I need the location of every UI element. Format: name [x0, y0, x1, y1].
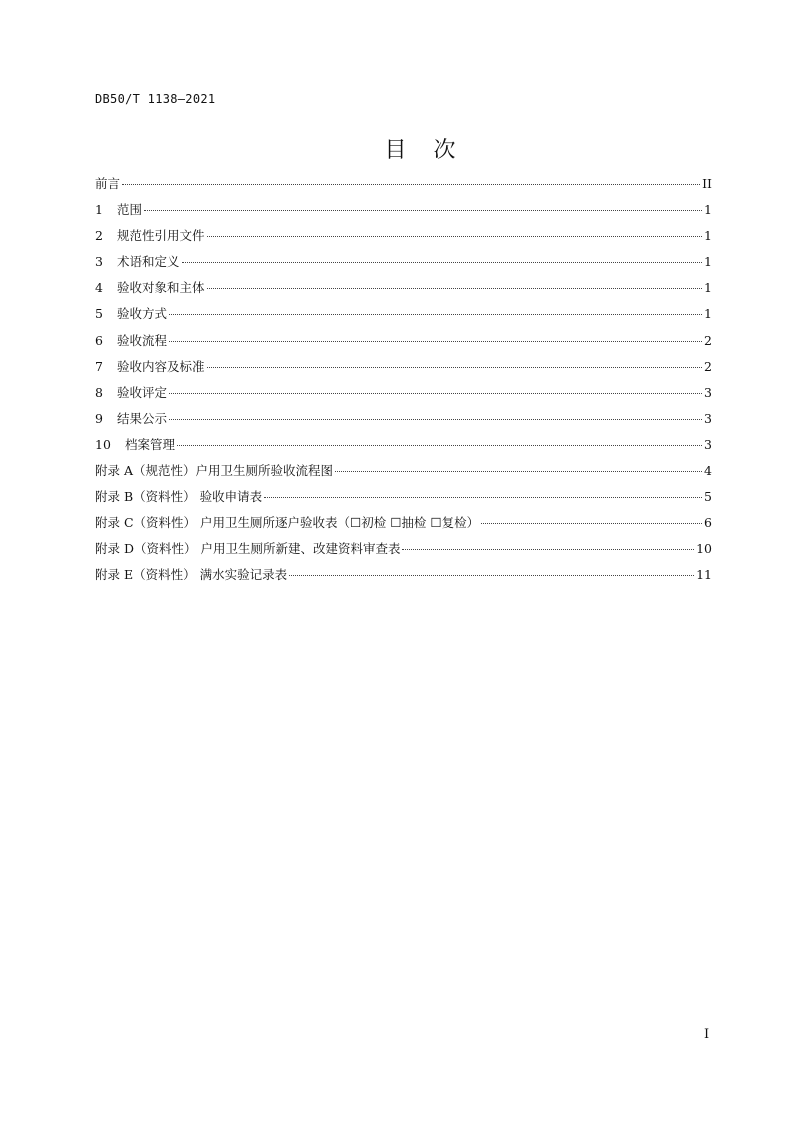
toc-entry-label: 验收流程: [117, 332, 168, 348]
dot-leader: [182, 262, 703, 263]
toc-entry-label: 附录 C（资料性） 户用卫生厕所逐户验收表（☐初检 ☐抽检 ☐复检）: [95, 515, 480, 531]
toc-entry-number: 1: [95, 202, 103, 218]
toc-entry-label: 术语和定义: [117, 254, 180, 270]
dot-leader: [289, 575, 694, 576]
page-title: 目 次: [384, 138, 466, 163]
dot-leader: [169, 419, 702, 420]
toc-entry-number: 5: [95, 306, 103, 322]
toc-entry-label: 结果公示: [117, 410, 168, 426]
toc-entry-number: 6: [95, 332, 103, 348]
dot-leader: [402, 549, 694, 550]
toc-entry-number: 3: [95, 254, 103, 270]
toc-entry-number: 9: [95, 410, 103, 426]
dot-leader: [169, 341, 702, 342]
dot-leader: [144, 210, 702, 211]
toc-entry-label: 验收评定: [117, 384, 168, 400]
toc-entry[interactable]: [95, 487, 712, 513]
dot-leader: [122, 184, 700, 185]
toc-entry[interactable]: [95, 357, 712, 383]
toc-entry-page: 3: [704, 410, 712, 426]
dot-leader: [207, 367, 703, 368]
toc-entry-label: 前言: [95, 176, 121, 191]
toc-entry[interactable]: [95, 565, 712, 591]
toc-entry[interactable]: [95, 409, 712, 435]
toc-entry-page: 3: [704, 436, 712, 452]
toc-entry[interactable]: [95, 513, 712, 539]
dot-leader: [264, 497, 702, 498]
toc-entry-number: 10: [95, 436, 111, 452]
dot-leader: [169, 314, 702, 315]
toc-entry-page: II: [702, 176, 712, 191]
toc-entry-page: 6: [704, 515, 712, 531]
toc-entry[interactable]: [95, 331, 712, 357]
toc-entry-number: 2: [95, 228, 103, 244]
toc-entry[interactable]: [95, 304, 712, 330]
toc-entry[interactable]: [95, 435, 712, 461]
toc-entry-label: 附录 A（规范性）户用卫生厕所验收流程图: [95, 463, 334, 479]
toc-entry-page: 2: [704, 358, 712, 374]
dot-leader: [335, 471, 702, 472]
toc-entry[interactable]: [95, 252, 712, 278]
toc-entry-label: 附录 B（资料性） 验收申请表: [95, 489, 263, 505]
toc-entry-label: 附录 D（资料性） 户用卫生厕所新建、改建资料审查表: [95, 541, 401, 557]
toc-entry-page: 11: [696, 567, 712, 583]
toc-entry-page: 1: [704, 306, 712, 322]
toc-entry[interactable]: [95, 226, 712, 252]
document-code: DB50/T 1138—2021: [95, 92, 216, 106]
dot-leader: [207, 236, 703, 237]
toc-entry-label: 档案管理: [125, 436, 176, 452]
toc-entry-page: 3: [704, 384, 712, 400]
toc-entry-page: 1: [704, 228, 712, 244]
toc-entry[interactable]: [95, 200, 712, 226]
dot-leader: [169, 393, 702, 394]
toc-entry-page: 1: [704, 254, 712, 270]
toc-entry-number: 8: [95, 384, 103, 400]
toc-entry[interactable]: [95, 174, 712, 200]
toc-entry-label: 验收内容及标准: [117, 358, 205, 374]
toc-entry[interactable]: [95, 383, 712, 409]
toc-entry-label: 规范性引用文件: [117, 228, 205, 244]
toc-entry-label: 范围: [117, 202, 143, 218]
page-number: I: [704, 1027, 710, 1042]
toc-entry[interactable]: [95, 539, 712, 565]
toc-entry-label: 验收方式: [117, 306, 168, 322]
toc-entry-page: 10: [696, 541, 712, 557]
toc-entry-page: 4: [704, 463, 712, 479]
toc-entry-page: 1: [704, 280, 712, 296]
toc-entry[interactable]: [95, 461, 712, 487]
toc-entry-page: 1: [704, 202, 712, 218]
dot-leader: [177, 445, 702, 446]
toc-entry-label: 附录 E（资料性） 满水实验记录表: [95, 567, 288, 583]
toc-entry-page: 2: [704, 332, 712, 348]
table-of-contents: [95, 174, 712, 592]
toc-entry-page: 5: [704, 489, 712, 505]
toc-entry-number: 4: [95, 280, 103, 296]
toc-entry-number: 7: [95, 358, 103, 374]
dot-leader: [481, 523, 702, 524]
toc-entry-label: 验收对象和主体: [117, 280, 205, 296]
toc-entry[interactable]: [95, 278, 712, 304]
dot-leader: [207, 288, 703, 289]
